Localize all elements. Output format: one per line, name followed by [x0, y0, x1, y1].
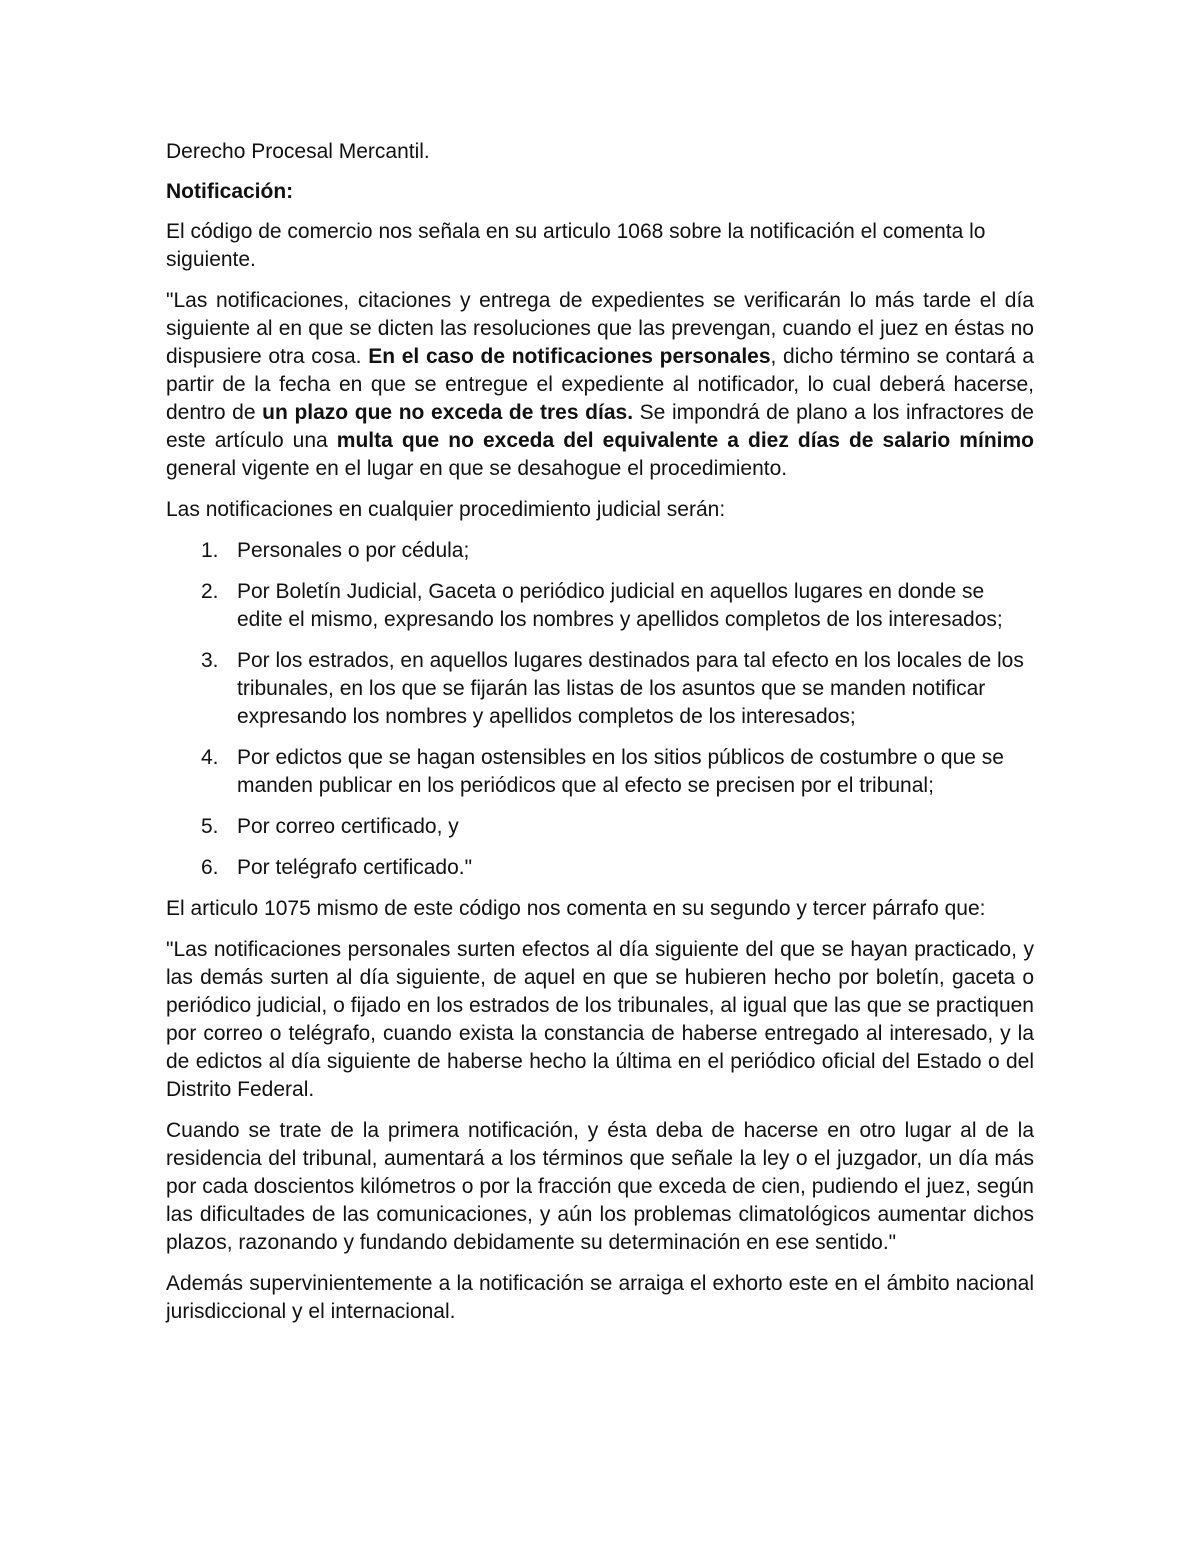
list-item-text: Por telégrafo certificado.": [237, 856, 473, 879]
quote-text-1: "Las notificaciones, citaciones y entrega de expedientes se verificarán lo más tarde el día siguiente al en que se dicten las resoluciones que las prevengan, cuando el juez en éstas no dispusiere otra cosa.: [166, 289, 1034, 368]
list-item-number: 3.: [201, 649, 219, 672]
quote-bold-1: En el caso de notificaciones personales: [368, 345, 771, 368]
article-1068-quote: [166, 287, 1034, 483]
quote-bold-3: multa que no exceda del equivalente a diez días de salario mínimo: [336, 429, 1034, 452]
quote-text-4: general vigente en el lugar en que se desahogue el procedimiento.: [166, 457, 788, 480]
list-item-number: 6.: [201, 856, 219, 879]
list-item: [166, 813, 1034, 841]
document-page: [166, 138, 1034, 1339]
list-item: [166, 537, 1034, 565]
closing-paragraph: Además supervinientemente a la notificación se arraiga el exhorto este en el ámbito nacional jurisdiccional y el internacional.: [166, 1272, 1034, 1323]
list-item-number: 2.: [201, 580, 219, 603]
quote-bold-2: un plazo que no exceda de tres días.: [262, 401, 634, 424]
list-item-number: 4.: [201, 746, 219, 769]
list-item-number: 1.: [201, 539, 219, 562]
list-item-text: Por Boletín Judicial, Gaceta o periódico judicial en aquellos lugares en donde se edite el mismo, expresando los nombres y apellidos completos de los interesados;: [237, 580, 1003, 631]
list-item: [166, 647, 1034, 731]
list-item-text: Personales o por cédula;: [237, 539, 470, 562]
list-intro: Las notificaciones en cualquier procedimiento judicial serán:: [166, 498, 726, 521]
article-1075-quote-paragraph-2: Cuando se trate de la primera notificación, y ésta deba de hacerse en otro lugar al de la residencia del tribunal, aumentará a los términos que señale la ley o el juzgador, un día más por cada doscientos kilómetros o por la fracción que exceda de cien, pudiendo el juez, según las dificultades de las comunicaciones, y aún los problemas climatológicos aumentar dichos plazos, razonando y fundando debidamente su determinación en ese sentido.": [166, 1119, 1034, 1254]
list-item-text: Por correo certificado, y: [237, 815, 459, 838]
list-item-number: 5.: [201, 815, 219, 838]
list-item-text: Por edictos que se hagan ostensibles en los sitios públicos de costumbre o que se manden publicar en los periódicos que al efecto se precisen por el tribunal;: [237, 746, 1004, 797]
intro-paragraph: El código de comercio nos señala en su articulo 1068 sobre la notificación el comenta lo siguiente.: [166, 220, 986, 271]
article-1075-intro: El articulo 1075 mismo de este código nos comenta en su segundo y tercer párrafo que:: [166, 897, 986, 920]
list-item-text: Por los estrados, en aquellos lugares destinados para tal efecto en los locales de los tribunales, en los que se fijarán las listas de los asuntos que se manden notificar expresando los nombres y apellidos completos de los interesados;: [237, 649, 1024, 728]
notification-types-list: [166, 537, 1034, 882]
quote-text-3: Se impondrá de plano a los infractores de este artículo una: [166, 401, 1034, 452]
article-1075-quote-paragraph-1: "Las notificaciones personales surten efectos al día siguiente del que se hayan practicado, y las demás surten al día siguiente, de aquel en que se hubieren hecho por boletín, gaceta o periódico judicial, o fijado en los estrados de los tribunales, al igual que las que se practiquen por correo o telégrafo, cuando exista la constancia de haberse entregado al interesado, y la de edictos al día siguiente de haberse hecho la última en el periódico oficial del Estado o del Distrito Federal.: [166, 938, 1034, 1101]
list-item: [166, 744, 1034, 800]
list-item: [166, 854, 1034, 882]
document-title: Derecho Procesal Mercantil.: [166, 140, 430, 163]
section-heading: Notificación:: [166, 180, 294, 203]
list-item: [166, 578, 1034, 634]
quote-text-2: , dicho término se contará a partir de la fecha en que se entregue el expediente al notificador, lo cual deberá hacerse, dentro de: [166, 345, 1034, 424]
